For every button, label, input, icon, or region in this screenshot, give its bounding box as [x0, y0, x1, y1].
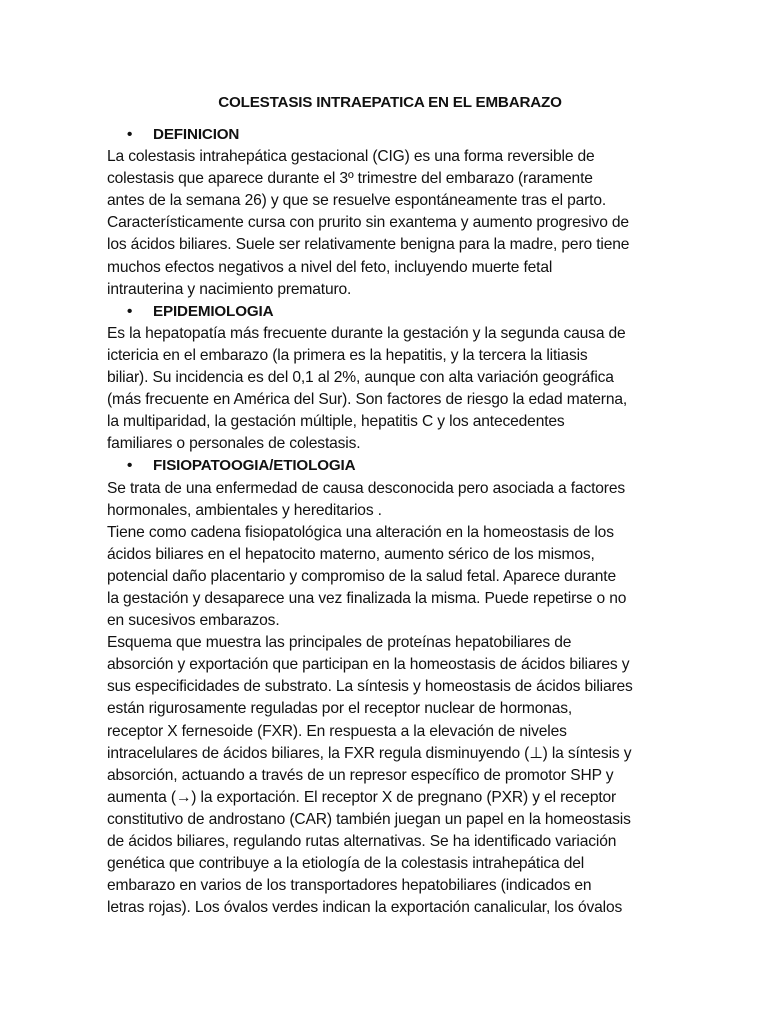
section-heading-label: EPIDEMIOLOGIA [153, 302, 274, 320]
page-bottom-margin [0, 936, 768, 1024]
section-heading-label: FISIOPATOOGIA/ETIOLOGIA [153, 457, 356, 475]
paragraph-definicion: La colestasis intrahepática gestacional (CIG) es una forma reversible de colestasis que aparece durante el 3º trimestre del embarazo (raramente antes de la semana 26) y que se resuelve espontáneamente tras el parto. Característicamente cursa con prurito sin exantema y aumento progresivo de los ácidos biliares. Suele ser relativamente benigna para la madre, pero tiene muchos efectos negativos a nivel del feto, incluyendo muerte fetal intrauterina y nacimiento prematuro. [107, 148, 630, 298]
paragraph-causa: Se trata de una enfermedad de causa desconocida pero asociada a factores hormonales, ambientales y hereditarios . [107, 479, 626, 519]
section-heading-label: DEFINICION [153, 126, 240, 143]
section-heading-fisiopatologia [107, 455, 667, 477]
section-heading-epidemiologia [107, 301, 667, 323]
bullet-icon: • [127, 126, 133, 143]
paragraph-epidemiologia: Es la hepatopatía más frecuente durante la gestación y la segunda causa de ictericia en el embarazo (la primera es la hepatitis, y la tercera la litiasis biliar). Su incidencia es del 0,1 al 2%, aunque con alta variación geográfica (más frecuente en América del Sur). Son factores de riesgo la edad materna, la multiparidad, la gestación múltiple, hepatitis C y los antecedentes familiares o personales de colestasis. [107, 324, 628, 453]
bullet-icon: • [127, 302, 133, 320]
paragraph-cadena-fisiopatologica: Tiene como cadena fisiopatológica una alteración en la homeostasis de los ácidos biliares en el hepatocito materno, aumento sérico de los mismos, potencial daño placentario y compromiso de la salud fetal. Aparece durante la gestación y desaparece una vez finalizada la misma. Puede repetirse o no en sucesivos embarazos. [107, 523, 627, 630]
document-title: COLESTASIS INTRAEPATICA EN EL EMBARAZO [218, 94, 562, 111]
paragraph-esquema: Esquema que muestra las principales de proteínas hepatobiliares de absorción y exportación que participan en la homeostasis de ácidos biliares y sus especificidades de substrato. La síntesis y homeostasis de ácidos biliares están rigurosamente reguladas por el receptor nuclear de hormonas, receptor X fernesoide (FXR). En respuesta a la elevación de niveles intracelulares de ácidos biliares, la FXR regula disminuyendo (⊥) la síntesis y absorción, actuando a través de un represor específico de promotor SHP y aumenta (→) la exportación. El receptor X de pregnano (PXR) y el receptor constitutivo de androstano (CAR) también juegan un papel en la homeostasis de ácidos biliares, regulando rutas alternativas. Se ha identificado variación genética que contribuye a la etiología de la colestasis intrahepática del embarazo en varios de los transportadores hepatobiliares (indicados en letras rojas). Los óvalos verdes indican la exportación canalicular, los óvalos [107, 634, 633, 917]
bullet-icon: • [127, 457, 133, 475]
section-heading-definicion [107, 124, 667, 146]
document-body [107, 92, 667, 919]
